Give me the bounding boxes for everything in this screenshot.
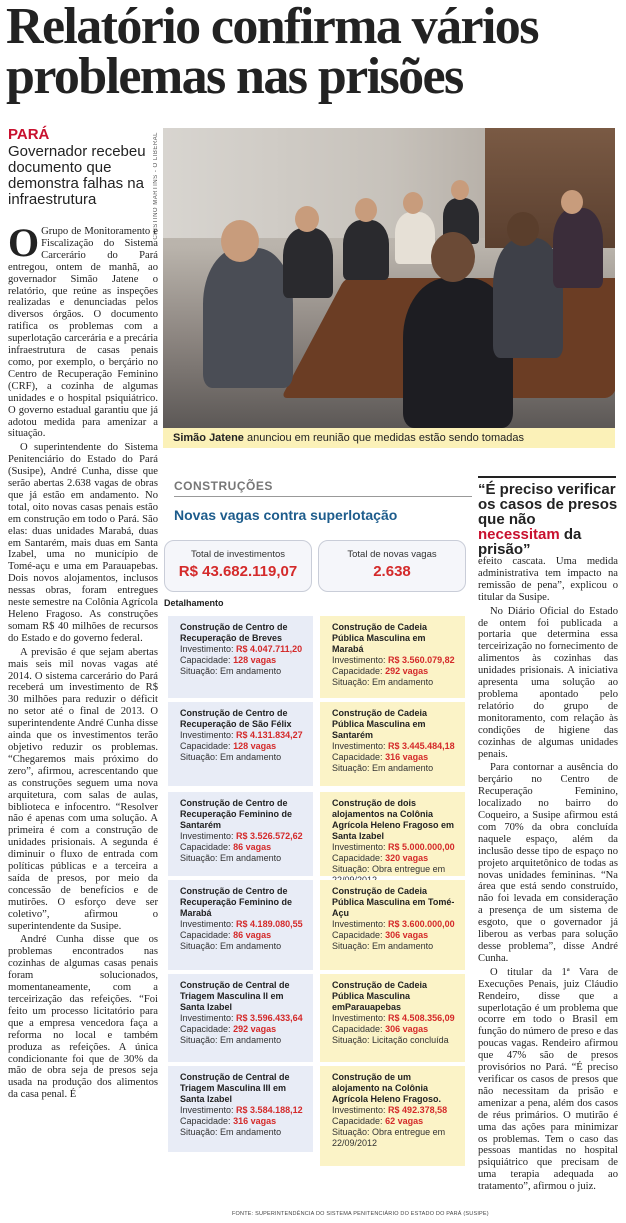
card-capacity: Capacidade: 86 vagas — [180, 930, 272, 940]
subhead: Governador recebeu documento que demonstra falhas na infraestrutura — [8, 143, 146, 208]
card-investment: Investimento: R$ 3.526.572,62 — [180, 831, 303, 841]
card-name: Construção de Cadeia Pública Masculina em Santarém — [332, 708, 428, 740]
card-capacity: Capacidade: 292 vagas — [180, 1024, 277, 1034]
card-status: Situação: Em andamento — [180, 1035, 282, 1045]
headline-line-2: problemas nas prisões — [6, 48, 463, 105]
card-investment: Investimento: R$ 3.596.433,64 — [180, 1013, 303, 1023]
card-capacity: Capacidade: 128 vagas — [180, 655, 277, 665]
card-capacity: Capacidade: 306 vagas — [332, 1024, 429, 1034]
photo-person — [203, 248, 293, 388]
card-status: Situação: Em andamento — [332, 763, 434, 773]
section-tag: PARÁ — [8, 126, 50, 143]
article-paragraph: No Diário Oficial do Estado de ontem foi publicada a portaria que determina essa terceirização no fornecimento de alimentos às cozinhas das unidades prisionais. A iniciativa apresenta uma solução ao problema apontado pelo relatório do grupo de monitoramento, com relação às condições de higiene das cozinhas de algumas unidades penais. — [478, 605, 618, 760]
construction-card — [320, 792, 465, 876]
article-paragraph: O superintendente do Sistema Penitenciário do Estado do Pará (Susipe), André Cunha, disse que serão abertas 2.638 vagas de obras que já estão em andamento. No total, oito novas casas penais estão em construção em todo o Pará. São elas: duas unidades Marabá, duas em Santarém, mais duas em Santa Izabel, uma no município de Tomé-açu e uma em Parauapebas. Dois novos alojamentos, inclusos nessas obras, foram entregues neste semestre na Colônia Agrícola Heleno Fragoso. As construções somam R$ 40 milhões de recursos do Estado e do governo federal. — [8, 442, 158, 644]
card-capacity: Capacidade: 316 vagas — [180, 1116, 277, 1126]
article-paragraph: Para contornar a ausência do berçário no Centro de Recuperação Feminino, localizado no bairro do Coqueiro, a Susipe afirmou está com 70% da obra concluída naquele espaço, além da inclusão desse tipo de espaço no projeto arquitetônico de todas as novas unidades femininas. “Na área que está sendo construído, não foi levada em consideração a presença de um sistema de esgoto, que o governador já liberou as verbas para solução desse problema”, disse André Cunha. — [478, 762, 618, 964]
photo-head — [431, 232, 475, 282]
card-status: Situação: Em andamento — [180, 853, 282, 863]
card-name: Construção de Centro de Recuperação Feminino de Marabá — [180, 886, 293, 918]
construction-card — [168, 974, 313, 1062]
construction-card — [320, 974, 465, 1062]
dropcap: O — [8, 220, 40, 265]
card-investment: Investimento: R$ 3.560.079,82 — [332, 655, 455, 665]
card-name: Construção de Cadeia Pública Masculina emParauapebas — [332, 980, 428, 1012]
card-status: Situação: Em andamento — [180, 666, 282, 676]
photo-person — [553, 208, 603, 288]
card-investment: Investimento: R$ 3.445.484,18 — [332, 741, 455, 751]
card-capacity: Capacidade: 320 vagas — [332, 853, 429, 863]
card-name: Construção de dois alojamentos na Colônia Agrícola Heleno Fragoso em Santa Izabel — [332, 798, 455, 841]
card-investment: Investimento: R$ 5.000.000,00 — [332, 842, 455, 852]
photo-person — [283, 228, 333, 298]
card-status: Situação: Em andamento — [180, 752, 282, 762]
source-note: FONTE: SUPERINTENDÊNCIA DO SISTEMA PENITENCIÁRIO DO ESTADO DO PARÁ (SUSIPE) — [232, 1211, 489, 1217]
article-paragraph: O Grupo de Monitoramento e Fiscalização do Sistema Carcerário do Pará entregou, ontem de manhã, ao governador Simão Jatene o relatório, que reúne as inspeções realizadas e denunciadas pelos diversos órgãos. O documento ratifica os problemas com a superlotação carcerária e a precária infraestrutura de casas penais como, por exemplo, o berçário no Centro de Recuperação Feminino (CRF), a cozinha de algumas unidades e o hospital psiquiátrico. O governo estadual garantiu que já adotou medida para amenizar a situação. — [8, 220, 158, 440]
card-name: Construção de um alojamento na Colônia Agrícola Heleno Fragoso. — [332, 1072, 442, 1104]
construction-card — [168, 616, 313, 698]
card-status: Situação: Em andamento — [180, 1127, 282, 1137]
construction-infobox — [160, 472, 472, 1210]
card-capacity: Capacidade: 316 vagas — [332, 752, 429, 762]
construction-card — [320, 880, 465, 970]
photo-head — [355, 198, 377, 222]
photo-head — [561, 190, 583, 214]
total-vagas-label: Total de novas vagas — [347, 549, 437, 560]
total-investment-box — [164, 540, 312, 592]
total-vagas-value: 2.638 — [373, 563, 411, 580]
infobox-tag: CONSTRUÇÕES — [174, 479, 273, 493]
card-investment: Investimento: R$ 4.189.080,55 — [180, 919, 303, 929]
card-name: Construção de Cadeia Pública Masculina em Tomé-Açu — [332, 886, 455, 918]
card-capacity: Capacidade: 86 vagas — [180, 842, 272, 852]
total-investment-value: R$ 43.682.119,07 — [178, 563, 298, 580]
caption-text: anunciou em reunião que medidas estão sendo tomadas — [243, 432, 524, 444]
card-investment: Investimento: R$ 4.047.711,20 — [180, 644, 303, 654]
infobox-divider — [174, 496, 472, 497]
card-investment: Investimento: R$ 3.584.188,12 — [180, 1105, 303, 1115]
construction-card — [320, 702, 465, 786]
card-status: Situação: Em andamento — [332, 941, 434, 951]
construction-card — [168, 1066, 313, 1152]
caption-name: Simão Jatene — [173, 432, 244, 444]
card-name: Construção de Centro de Recuperação de São Félix — [180, 708, 292, 729]
card-capacity: Capacidade: 306 vagas — [332, 930, 429, 940]
photo-head — [221, 220, 259, 262]
card-investment: Investimento: R$ 4.508.356,09 — [332, 1013, 455, 1023]
card-status: Situação: Obra entregue em 22/09/2012 — [332, 1127, 446, 1148]
card-name: Construção de Centro de Recuperação de Breves — [180, 622, 288, 643]
card-name: Construção de Centro de Recuperação Feminino de Santarém — [180, 798, 293, 830]
card-investment: Investimento: R$ 3.600.000,00 — [332, 919, 455, 929]
headline — [6, 0, 622, 105]
photo-person — [395, 212, 435, 264]
card-investment: Investimento: R$ 4.131.834,27 — [180, 730, 303, 740]
card-capacity: Capacidade: 128 vagas — [180, 741, 277, 751]
article-paragraph: A previsão é que sejam abertas mais seis mil novas vagas até 2014. O sistema carcerário do Pará receberá um investimento de R$ 30 milhões para reduzir o déficit no setor até o final de 2013. O superintendente André Cunha disse ainda que os investimentos terão objetivo reduzir os problemas. “Chegaremos mais próximo do zero”, afirmou, acrescentando que as construções seguem uma nova arquitetura, com salas de aulas, biblioteca e infocentro. “Resolver não é apenas com uma solução. A primeira é com a construção de unidades prisionais. A segunda é diminuir o fluxo de entrada com políticas públicas e a terceira a saída de presos, por meio da concessão de benefícios e de mutirões. O esforço deve ser coletivo”, afirmou o superintendente da Susipe. — [8, 646, 158, 932]
infobox-title: Novas vagas contra superlotação — [174, 507, 398, 523]
card-name: Construção de Central de Triagem Masculina III em Santa Izabel — [180, 1072, 290, 1104]
construction-card — [320, 616, 465, 698]
card-investment: Investimento: R$ 492.378,58 — [332, 1105, 448, 1115]
card-capacity: Capacidade: 292 vagas — [332, 666, 429, 676]
photo-credit: CRISTINO MARTINS - O LIBERAL — [153, 132, 159, 240]
pull-quote: “É preciso verificar os casos de presos que não necessitam da prisão” — [478, 481, 618, 558]
total-vagas-box — [318, 540, 466, 592]
card-status: Situação: Em andamento — [180, 941, 282, 951]
quote-rule — [478, 476, 616, 478]
construction-card — [168, 792, 313, 876]
total-investment-label: Total de investimentos — [191, 549, 285, 560]
photo-head — [295, 206, 319, 232]
card-status: Situação: Em andamento — [332, 677, 434, 687]
meeting-photo — [163, 128, 615, 428]
construction-card — [168, 880, 313, 970]
article-paragraph: efeito cascata. Uma medida administrativa tem impacto na remissão de pena”, explicou o titular da Susipe. — [478, 556, 618, 603]
construction-card — [168, 702, 313, 786]
photo-head — [507, 212, 539, 246]
photo-head — [451, 180, 469, 200]
article-column-left — [8, 220, 158, 1216]
card-capacity: Capacidade: 62 vagas — [332, 1116, 424, 1126]
article-paragraph: O titular da 1ª Vara de Execuções Penais, juiz Cláudio Rendeiro, disse que a superlotação é um problema que ocorre em todo o Brasil em função do número de preso e das poucas vagas. Rendeiro afirmou que 47% são de presos provisórios no Pará. “É preciso verificar os casos de presos que não necessitam da prisão e amenizar a pena, além dos casos de réus primários. O mutirão é uma das ações para minimizar os problemas. Tem o caso das pessoas mantidas no hospital psiquiátrico que precisam de uma terapia adequada ao tratamento”, afirmou o juiz. — [478, 966, 618, 1193]
card-name: Construção de Cadeia Pública Masculina em Marabá — [332, 622, 428, 654]
construction-card — [320, 1066, 465, 1166]
detail-label: Detalhamento — [164, 598, 224, 608]
photo-head — [403, 192, 423, 214]
quote-highlight: necessitam — [478, 526, 560, 543]
photo-person — [343, 220, 389, 280]
card-status: Situação: Licitação concluída — [332, 1035, 449, 1045]
article-paragraph: André Cunha disse que os problemas encontrados nas cozinhas de algumas casas penais foram solucionados, momentaneamente, com a terceirização das refeições. “Foi feito um processo licitatório para que a empresa vencedora faça a reforma no local e também produza as refeições. A única condicionante foi que de 30% da mão de obra seja de presos seja usada na produção dos alimentos da casa penal. É — [8, 934, 158, 1101]
card-name: Construção de Central de Triagem Masculina II em Santa Izabel — [180, 980, 290, 1012]
headline-line-1: Relatório confirma vários — [6, 0, 538, 55]
photo-caption — [163, 428, 615, 448]
article-column-right — [478, 556, 618, 1210]
card-status: Situação: Obra entregue em — [332, 864, 446, 874]
